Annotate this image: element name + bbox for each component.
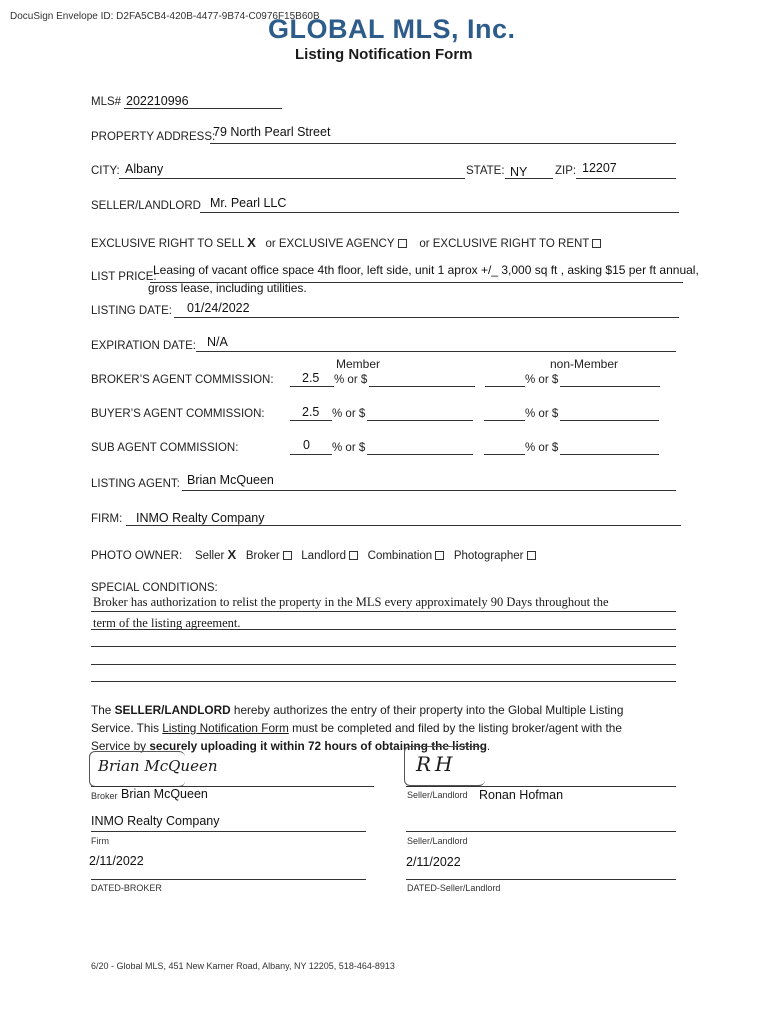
- buyers-nm-pct-underline: [484, 420, 525, 421]
- listing-agent-value[interactable]: Brian McQueen: [187, 473, 274, 487]
- expiration-date-value[interactable]: N/A: [207, 335, 228, 349]
- mls-value[interactable]: 202210996: [126, 94, 189, 108]
- photo-owner-landlord-checkbox[interactable]: [349, 551, 358, 560]
- exclusive-agency-label: or EXCLUSIVE AGENCY: [265, 238, 395, 250]
- seller-landlord-label: SELLER/LANDLORD: [91, 200, 201, 212]
- buyers-dollar-underline: [367, 420, 473, 421]
- listing-agent-label: LISTING AGENT:: [91, 478, 180, 490]
- buyers-agent-commission-label: BUYER’S AGENT COMMISSION:: [91, 408, 265, 420]
- sub-nm-pct-or: % or $: [525, 442, 559, 454]
- dated-broker-label: DATED-BROKER: [91, 883, 162, 893]
- list-price-line2[interactable]: gross lease, including utilities.: [148, 281, 307, 295]
- sub-nm-pct-underline: [484, 454, 525, 455]
- list-price-line1[interactable]: Leasing of vacant office space 4th floor, left side, unit 1 aprox +/_ 3,000 sq ft , asking $15 per ft annual,: [153, 263, 699, 277]
- listing-date-underline: [174, 317, 679, 318]
- brokers-nm-pct-underline: [485, 386, 525, 387]
- seller-signature[interactable]: RH: [416, 752, 457, 776]
- special-line-5: [91, 681, 676, 682]
- property-address-underline: [210, 143, 676, 144]
- special-line-3: [91, 646, 676, 647]
- city-label: CITY:: [91, 165, 120, 177]
- zip-value[interactable]: 12207: [582, 161, 617, 175]
- docusign-envelope-id: DocuSign Envelope ID: D2FA5CB4-420B-4477-9B74-C0976F15B60B: [10, 11, 320, 22]
- auth-form-name: Listing Notification Form: [162, 721, 289, 735]
- photo-owner-broker-label: Broker: [245, 550, 280, 562]
- sub-nm-dollar-underline: [560, 454, 659, 455]
- auth-text: must be completed and filed by the listing broker/agent with the: [288, 721, 622, 735]
- property-address-label: PROPERTY ADDRESS:: [91, 131, 216, 143]
- seller2-signature-underline: [406, 831, 676, 832]
- exclusive-right-to-rent-label: or EXCLUSIVE RIGHT TO RENT: [419, 238, 590, 250]
- photo-owner-seller-check[interactable]: X: [227, 547, 237, 562]
- expiration-date-underline: [196, 351, 676, 352]
- auth-upload-bold: securely uploading it within 72 hours of obtaining the listing: [149, 739, 487, 753]
- seller-landlord-underline: [200, 212, 679, 213]
- buyers-nm-dollar-underline: [560, 420, 659, 421]
- auth-seller-bold: SELLER/LANDLORD: [114, 703, 231, 717]
- listing-date-value[interactable]: 01/24/2022: [187, 301, 250, 315]
- brokers-dollar-underline: [369, 386, 475, 387]
- auth-text: Service by: [91, 739, 150, 753]
- city-underline: [119, 178, 465, 179]
- city-value[interactable]: Albany: [125, 162, 164, 176]
- firm-signature-underline: [91, 831, 366, 832]
- photo-owner-seller-label: Seller: [194, 550, 225, 562]
- firm-value[interactable]: INMO Realty Company: [136, 511, 265, 525]
- state-value[interactable]: NY: [510, 165, 528, 179]
- seller-landlord-value[interactable]: Mr. Pearl LLC: [210, 196, 287, 210]
- expiration-date-label: EXPIRATION DATE:: [91, 340, 197, 352]
- special-conditions-label: SPECIAL CONDITIONS:: [91, 582, 218, 594]
- brokers-pct-underline: [290, 386, 334, 387]
- listing-type-row: [91, 235, 601, 250]
- special-line-2: [91, 629, 676, 630]
- nonmember-header: non-Member: [550, 357, 619, 371]
- sub-agent-commission-label: SUB AGENT COMMISSION:: [91, 442, 239, 454]
- buyers-pct-underline: [290, 420, 332, 421]
- auth-text: .: [486, 739, 491, 753]
- broker-label: Broker: [91, 791, 118, 801]
- broker-date-underline: [91, 879, 366, 880]
- broker-signature[interactable]: Brian McQueen: [98, 757, 218, 775]
- zip-label: ZIP:: [555, 165, 577, 177]
- firm-sig-label: Firm: [91, 836, 109, 846]
- photo-owner-combination-checkbox[interactable]: [435, 551, 444, 560]
- brokers-agent-commission-label: BROKER’S AGENT COMMISSION:: [91, 374, 274, 386]
- special-line-4: [91, 664, 676, 665]
- global-mls-logo: GLOBAL MLS, Inc.: [268, 14, 516, 44]
- seller-date-value[interactable]: 2/11/2022: [406, 855, 461, 869]
- state-underline: [505, 178, 553, 179]
- auth-text: Service. This: [91, 721, 163, 735]
- special-line-1: [91, 611, 676, 612]
- broker-name[interactable]: Brian McQueen: [121, 787, 208, 801]
- special-conditions-line1[interactable]: Broker has authorization to relist the property in the MLS every approximately 90 Days throughout the: [93, 595, 609, 609]
- brokers-pct-or: % or $: [334, 374, 368, 386]
- member-header: Member: [336, 357, 381, 371]
- sub-dollar-underline: [367, 454, 473, 455]
- state-label: STATE:: [466, 165, 505, 177]
- buyers-nm-pct-or: % or $: [525, 408, 559, 420]
- list-price-label: LIST PRICE:: [91, 271, 157, 283]
- buyers-agent-commission-value[interactable]: 2.5: [302, 405, 320, 419]
- zip-underline: [576, 178, 676, 179]
- photo-owner-label: PHOTO OWNER:: [91, 550, 183, 562]
- brokers-nm-pct-or: % or $: [525, 374, 559, 386]
- photo-owner-photographer-checkbox[interactable]: [527, 551, 536, 560]
- broker-date-value[interactable]: 2/11/2022: [89, 854, 144, 868]
- photo-owner-photographer-label: Photographer: [453, 550, 524, 562]
- exclusive-agency-checkbox[interactable]: [398, 239, 407, 248]
- authorization-line2: [91, 719, 622, 737]
- firm-label: FIRM:: [91, 513, 123, 525]
- photo-owner-row: [91, 547, 536, 562]
- seller-signature-underline: [406, 786, 676, 787]
- seller-landlord-sig-label: Seller/Landlord: [407, 790, 468, 800]
- exclusive-right-to-rent-checkbox[interactable]: [592, 239, 601, 248]
- exclusive-right-to-sell-label: EXCLUSIVE RIGHT TO SELL: [91, 238, 244, 250]
- firm-signature-value[interactable]: INMO Realty Company: [91, 814, 220, 828]
- authorization-line1: [91, 701, 623, 719]
- mls-underline: [124, 108, 282, 109]
- exclusive-right-to-sell-check[interactable]: X: [247, 235, 256, 250]
- photo-owner-combination-label: Combination: [367, 550, 433, 562]
- listing-agent-underline: [182, 490, 676, 491]
- sub-agent-commission-value[interactable]: 0: [303, 438, 310, 452]
- listing-date-label: LISTING DATE:: [91, 305, 172, 317]
- photo-owner-landlord-label: Landlord: [301, 550, 347, 562]
- brokers-nm-dollar-underline: [560, 386, 660, 387]
- sub-pct-or: % or $: [332, 442, 366, 454]
- auth-text: hereby authorizes the entry of their property into the Global Multiple Listing: [230, 703, 624, 717]
- buyers-pct-or: % or $: [332, 408, 366, 420]
- auth-text: The: [91, 703, 115, 717]
- seller-landlord-sig-label-2: Seller/Landlord: [407, 836, 468, 846]
- firm-underline: [126, 525, 681, 526]
- property-address-value[interactable]: 79 North Pearl Street: [213, 125, 331, 139]
- seller-name[interactable]: Ronan Hofman: [479, 788, 564, 802]
- form-title: Listing Notification Form: [295, 46, 473, 63]
- dated-seller-label: DATED-Seller/Landlord: [407, 883, 501, 893]
- photo-owner-broker-checkbox[interactable]: [283, 551, 292, 560]
- special-conditions-line2[interactable]: term of the listing agreement.: [93, 616, 241, 630]
- seller-date-underline: [406, 879, 676, 880]
- brokers-agent-commission-value[interactable]: 2.5: [302, 371, 320, 385]
- footer-text: 6/20 - Global MLS, 451 New Karner Road, Albany, NY 12205, 518-464-8913: [91, 961, 395, 971]
- mls-label: MLS#: [91, 96, 122, 108]
- sub-pct-underline: [290, 454, 332, 455]
